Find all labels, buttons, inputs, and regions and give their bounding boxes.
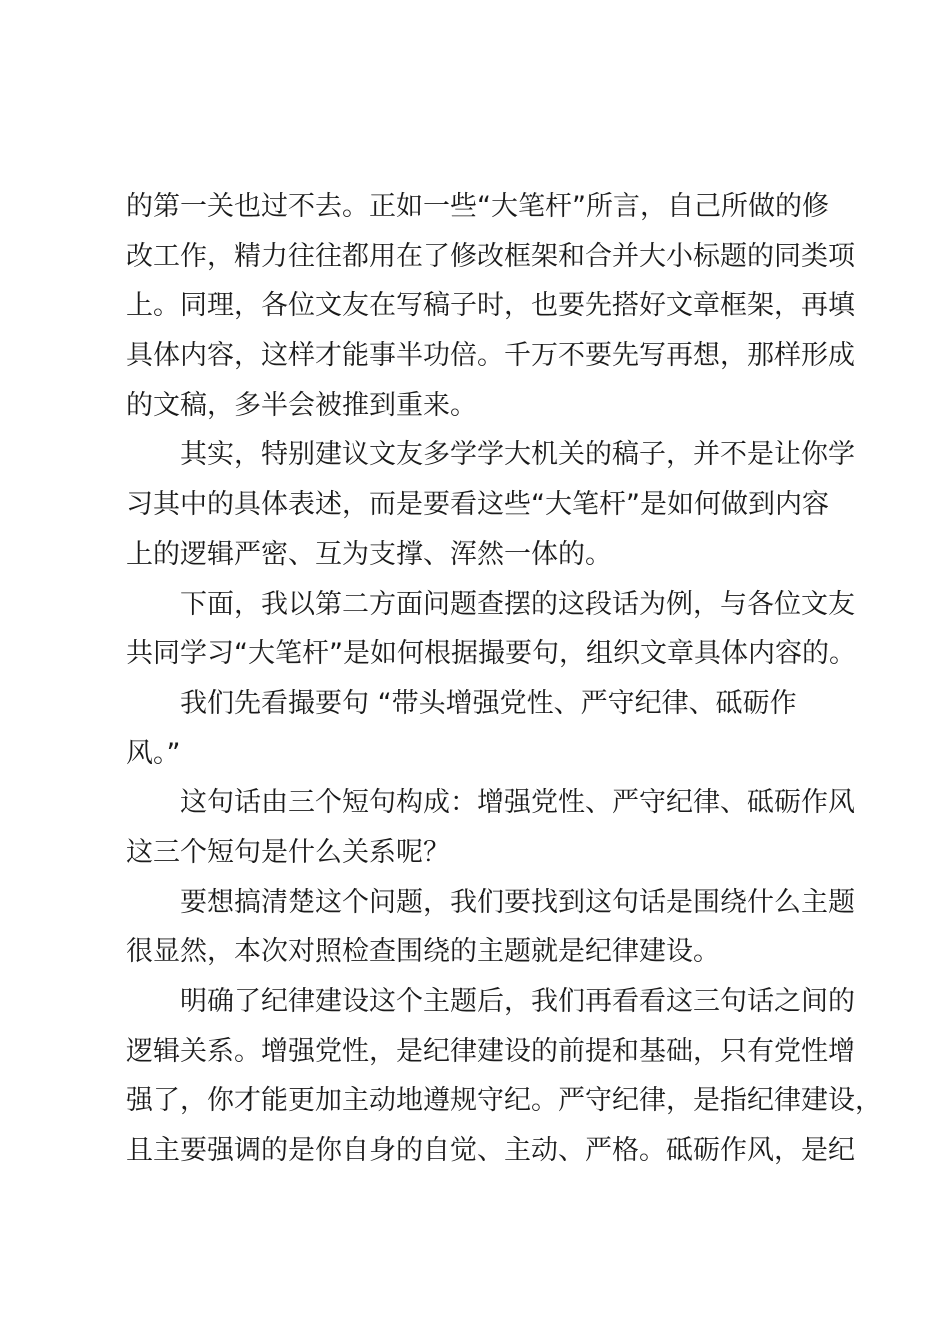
text-line: 这句话由三个短句构成：增强党性、严守纪律、砥砺作风 bbox=[180, 787, 855, 819]
text-line: 我们先看撮要句 “带头增强党性、严守纪律、砥砺作 bbox=[180, 687, 797, 719]
text-line: 这三个短句是什么关系呢？ bbox=[126, 836, 450, 868]
text-line: 逻辑关系。增强党性，是纪律建设的前提和基础，只有党性增 bbox=[126, 1035, 855, 1067]
text-line: 具体内容，这样才能事半功倍。千万不要先写再想，那样形成 bbox=[126, 340, 855, 372]
text-line: 改工作，精力往往都用在了修改框架和合并大小标题的同类项 bbox=[126, 240, 855, 272]
text-line: 习其中的具体表述，而是要看这些“大笔杆”是如何做到内容 bbox=[126, 489, 829, 521]
text-line: 上的逻辑严密、互为支撑、浑然一体的。 bbox=[126, 538, 612, 570]
text-line: 明确了纪律建设这个主题后，我们再看看这三句话之间的 bbox=[180, 986, 855, 1017]
text-line: 风。” bbox=[126, 737, 181, 769]
text-line: 共同学习“大笔杆”是如何根据撮要句，组织文章具体内容的。 bbox=[126, 638, 856, 670]
text-line: 的第一关也过不去。正如一些“大笔杆”所言，自己所做的修 bbox=[126, 191, 829, 222]
text-line: 上。同理，各位文友在写稿子时，也要先搭好文章框架，再填 bbox=[126, 290, 855, 322]
text-line: 下面，我以第二方面问题查摆的这段话为例，与各位文友 bbox=[180, 588, 855, 620]
text-line: 强了，你才能更加主动地遵规守纪。严守纪律，是指纪律建设， bbox=[126, 1085, 882, 1117]
text-line: 很显然，本次对照检查围绕的主题就是纪律建设。 bbox=[126, 936, 720, 968]
body-text bbox=[126, 182, 882, 1176]
text-line: 且主要强调的是你自身的自觉、主动、严格。砥砺作风，是纪 bbox=[126, 1135, 855, 1167]
text-line: 要想搞清楚这个问题，我们要找到这句话是围绕什么主题 bbox=[180, 886, 855, 918]
text-line: 的文稿，多半会被推到重来。 bbox=[126, 389, 477, 421]
text-line: 其实，特别建议文友多学学大机关的稿子，并不是让你学 bbox=[180, 439, 855, 471]
